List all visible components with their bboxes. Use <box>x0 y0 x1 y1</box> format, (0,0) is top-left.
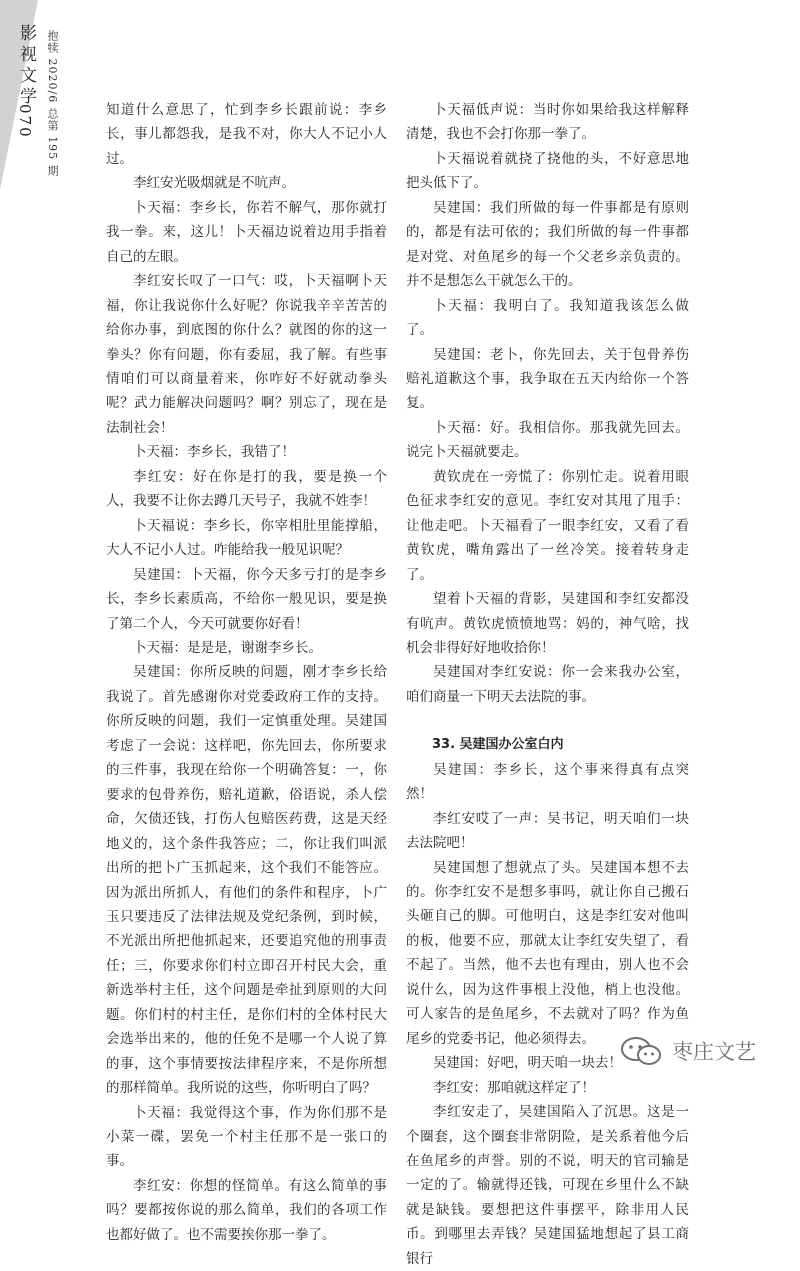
paragraph: 吴建国：我们所做的每一件事都是有原则的，都是有法可依的；我们所做的每一件事都是对党、对鱼尾乡的每一个父老乡亲负责的。并不是想怎么干就怎么干的。 <box>406 199 689 290</box>
paragraph: 卜天福说：李乡长，你宰相肚里能撑船，大人不记小人过。咋能给我一般见识呢？ <box>106 517 387 559</box>
paragraph: 卜天福：李乡长，你若不解气，那你就打我一拳。来，这儿！卜天福边说着边用手指着自己的左眼。 <box>106 199 387 265</box>
paragraph: 吴建国对李红安说：你一会来我办公室，咱们商量一下明天去法院的事。 <box>406 664 689 705</box>
scene-heading: 33. 吴建国办公室白内 <box>432 737 564 753</box>
paragraph: 李红安：你想的怪简单。有这么简单的事吗？要都按你说的那么简单，我们的各项工作也都好做了。也不需要挨你那一拳了。 <box>106 1177 387 1243</box>
page-number: 070 <box>16 104 34 139</box>
paragraph: 卜天福：是是是，谢谢李乡长。 <box>133 639 322 656</box>
left-column <box>106 98 387 1247</box>
paragraph: 吴建国：老卜，你先回去，关于包骨养伤赔礼道歉这个事，我争取在五天内给你一个答复。 <box>406 346 689 412</box>
wechat-icon <box>620 1036 664 1066</box>
paragraph: 吴建国：李乡长，这个事来得真有点突然！ <box>406 761 689 803</box>
paragraph: 李红安：好在你是打的我，要是换一个人，我要不让你去蹲几天号子，我就不姓李！ <box>106 468 387 510</box>
watermark-text: 枣庄文艺 <box>672 1040 756 1064</box>
paragraph: 卜天福：我觉得这个事，作为你们那不是小菜一碟，罢免一个村主任那不是一张口的事。 <box>106 1104 387 1170</box>
watermark <box>620 1036 756 1066</box>
paragraph: 李红安：那咱就这样定了！ <box>433 1079 595 1096</box>
magazine-name: 影视文学 <box>16 24 36 108</box>
paragraph: 李红安哎了一声：吴书记，明天咱们一块去法院吧！ <box>406 810 689 852</box>
paragraph: 黄钦虎在一旁慌了：你别忙走。说着用眼色征求李红安的意见。李红安对其甩了甩手：让他走吧。卜天福看了一眼李红安，又看了看黄钦虎，嘴角露出了一丝冷笑。接着转身走了。 <box>406 468 689 583</box>
paragraph: 卜天福说着就挠了挠他的头，不好意思地把头低下了。 <box>406 150 689 192</box>
paragraph: 李红安走了，吴建国陷入了沉思。这是一个圈套，这个圈套非常阴险，是关系着他今后在鱼尾乡的声誉。别的不说，明天的官司输是一定的了。输就得还钱，可现在乡里什么不缺就是缺钱。要想把这件事摆平，除非用人民币。到哪里去弄钱？吴建国猛地想起了县工商银行 <box>406 1104 689 1267</box>
paragraph: 吴建国：你所反映的问题，刚才李乡长给我说了。首先感谢你对党委政府工作的支持。你所反映的问题，我们一定慎重处理。吴建国考虑了一会说：这样吧，你先回去，你所要求的三件事，我现在给你一个明确答复：一，你要求的包骨养伤，赔礼道歉，俗语说，杀人偿命，欠债还钱，打伤人包赔医药费，这是天经地义的，这个条件我答应；二，你让我们叫派出所的把卜广玉抓起来，这个我们不能答应。因为派出所抓人，有他们的条件和程序，卜广玉只要违反了法律法规及党纪条例，到时候，不光派出所把他抓起来，还要追究他的刑事责任；三，你要求你们村立即召开村民大会，重新选举村主任，这个问题是牵扯到原则的大问题。你们村的村主任，是你们村的全体村民大会选举出来的，他的任免不是哪一个人说了算的事，这个事情要按法律程序来，不是你所想的那样简单。我所说的这些，你听明白了吗？ <box>106 664 387 1097</box>
paragraph: 卜天福：我明白了。我知道我该怎么做了。 <box>406 297 689 339</box>
issue-info: 抱犊 2020/6 总第 195 期 <box>46 30 59 177</box>
paragraph: 卜天福：好。我相信你。那我就先回去。说完卜天福就要走。 <box>406 419 689 461</box>
paragraph: 吴建国想了想就点了头。吴建国本想不去的。你李红安不是想多事吗，就让你自己搬石头砸自己的脚。可他明白，这是李红安对他叫的板，他要不应，那就太让李红安失望了，看不起了。当然，他不去也有理由，别人也不会说什么，因为这件事根上没他，梢上也没他。可人家告的是鱼尾乡，不去就对了吗？作为鱼尾乡的党委书记，他必须得去。 <box>406 859 689 1047</box>
paragraph: 吴建国：卜天福，你今天多亏打的是李乡长，李乡长素质高，不给你一般见识，要是换了第二个人，今天可就要你好看！ <box>106 566 387 632</box>
paragraph: 望着卜天福的背影，吴建国和李红安都没有吭声。黄钦虎愤愤地骂：妈的，神气啥，找机会非得好好地收拾你！ <box>406 591 689 656</box>
paragraph: 吴建国：好吧，明天咱一块去！ <box>433 1055 622 1072</box>
paragraph: 李红安光吸烟就是不吭声。 <box>133 175 295 192</box>
right-column <box>406 98 689 1271</box>
paragraph: 卜天福：李乡长，我错了！ <box>133 444 295 461</box>
paragraph: 知道什么意思了，忙到李乡长跟前说：李乡长，事儿都怨我，是我不对，你大人不记小人过。 <box>106 102 387 167</box>
paragraph: 李红安长叹了一口气：哎，卜天福啊卜天福，你让我说你什么好呢？你说我辛辛苦苦的给你办事，到底图的你什么？就图的你的这一拳头？你有问题，你有委屈，我了解。有些事情咱们可以商量着来，你咋好不好就动拳头呢？武力能解决问题吗？啊？别忘了，现在是法制社会！ <box>106 273 387 436</box>
paragraph: 卜天福低声说：当时你如果给我这样解释清楚，我也不会打你那一拳了。 <box>406 102 689 143</box>
